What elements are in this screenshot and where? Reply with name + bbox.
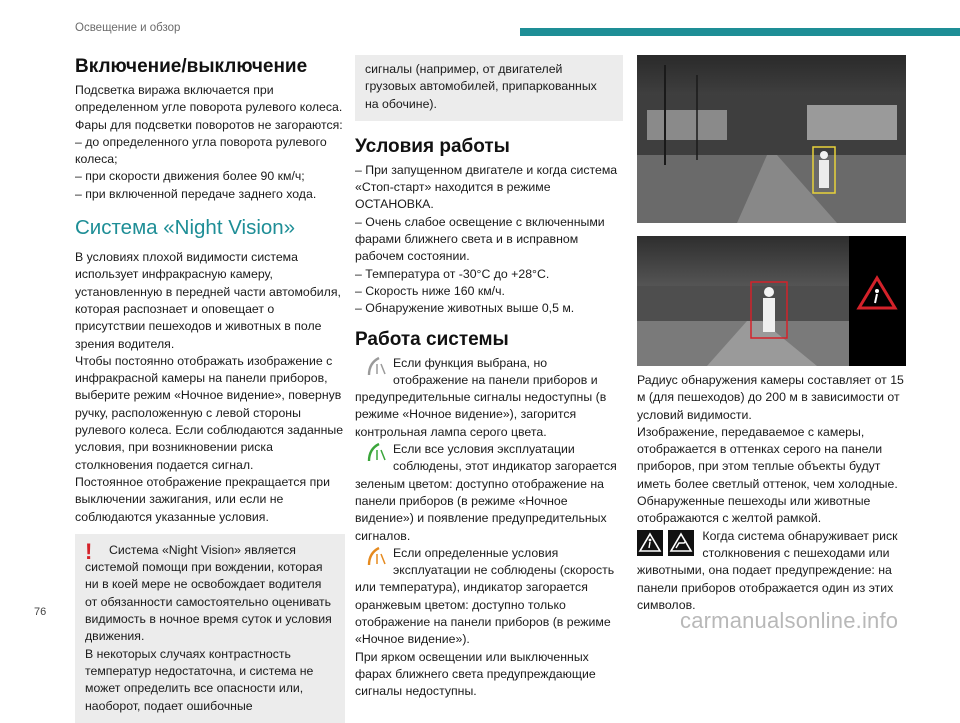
warning-text: В некоторых случаях контрастность температур недостаточна, и система не может определить все опасности или, наоборот, подает ошибочные: [85, 646, 314, 713]
text-paragraph: Постоянное отображение прекращается при выключении зажигания, или если не соблюдаются указанные условия.: [75, 474, 330, 524]
list-item: – Очень слабое освещение с включенными фарами ближнего света и в исправном рабочем состоянии.: [355, 214, 605, 264]
pedestrian-warning-icon: [637, 530, 663, 556]
column-1: [75, 55, 345, 723]
list-item: – Обнаружение животных выше 0,5 м.: [355, 301, 575, 316]
warning-symbols: [637, 530, 696, 556]
night-vision-indicator-grey-icon: [365, 355, 387, 377]
indicator-text: Если определенные условия эксплуатации не соблюдены (скорость или температура), индикатор загорается оранжевым цветом: доступно только отображение на панели приборов (в режиме «Ночное видение»).: [355, 545, 615, 647]
text-line: Подсветка виража включается при определенном угле поворота рулевого колеса.: [75, 83, 343, 115]
warning-text: Система «Night Vision» является системой помощи при вождении, которая ни в коей мере не освобождает водителя от обязанности самостоятельно оценивать видимость в ночное время суток и условия движения.: [85, 542, 332, 644]
thermal-scene-bottom: [637, 236, 906, 366]
indicator-paragraph-orange: [355, 545, 623, 649]
list-item: – Скорость ниже 160 км/ч.: [355, 283, 505, 298]
column-2: [355, 55, 623, 701]
header-accent-bar: [520, 28, 960, 36]
thermal-camera-pedestrian-warning-image: [637, 236, 906, 366]
animal-warning-icon: [668, 530, 694, 556]
list-item: – при скорости движения более 90 км/ч;: [75, 169, 305, 184]
thermal-scene-top: [637, 55, 906, 223]
night-vision-indicator-green-icon: [365, 441, 387, 463]
section-title-system-operation: Работа системы: [355, 328, 509, 350]
text-paragraph: Радиус обнаружения камеры составляет от 15 м (для пешеходов) до 200 м в зависимости от условий видимости.: [637, 373, 904, 422]
text-paragraph: В условиях плохой видимости система использует инфракрасную камеру, установленную в передней части автомобиля, которая распознает и оповещает о присутствии пешеходов и животных в поле зрения водителя.: [75, 250, 341, 351]
indicator-paragraph-grey: [355, 355, 623, 441]
warning-box: [75, 534, 345, 723]
text-paragraph: Обнаруженные пешеходы или животные отображаются с желтой рамкой.: [637, 494, 871, 526]
warning-box-continued: [355, 55, 623, 121]
warning-text: сигналы (например, от двигателей грузовых автомобилей, припаркованных на обочине).: [365, 62, 597, 111]
section-title-operating-conditions: Условия работы: [355, 135, 510, 157]
list-item: – до определенного угла поворота рулевого колеса;: [75, 134, 327, 167]
column-3-text: [637, 372, 907, 614]
indicator-paragraph-green: [355, 441, 623, 545]
section-title-night-vision: Система «Night Vision»: [75, 216, 296, 240]
thermal-camera-pedestrian-detected-image: [637, 55, 906, 223]
section-title-on-off: Включение/выключение: [75, 56, 308, 77]
page-header-title: Освещение и обзор: [75, 22, 181, 34]
column-3: [637, 55, 907, 614]
list-item: – При запущенном двигателе и когда система «Стоп-старт» находится в режиме ОСТАНОВКА.: [355, 162, 618, 212]
indicator-text: Если все условия эксплуатации соблюдены, этот индикатор загорается зеленым цветом: доступно отображение на панели приборов (в режиме «Ночное видение») и появление предупредительных сигналов.: [355, 442, 617, 543]
watermark: carmanualsonline.info: [680, 608, 899, 633]
warning-symbols-text: Когда система обнаруживает риск столкновения с пешеходами или животными, она подает предупреждение: на панели приборов отображается один из этих символов.: [637, 528, 898, 612]
page-number: 76: [34, 606, 47, 618]
text-paragraph: Изображение, передаваемое с камеры, отображается в оттенках серого на панели приборов, при этом теплые объекты будут иметь более светлый оттенок, чем холодные.: [637, 424, 898, 491]
indicator-text: Если функция выбрана, но отображение на панели приборов и предупредительные сигналы недоступны (в режиме «Ночное видение»), загорится контрольная лампа серого цвета.: [355, 355, 607, 439]
text-line: Фары для подсветки поворотов не загораются:: [75, 117, 343, 132]
exclamation-warning-icon: !: [85, 538, 93, 564]
text-paragraph: Чтобы постоянно отображать изображение с инфракрасной камеры на панели приборов, выберите режим «Ночное видение», повернув ручку, расположенную с левой стороны рулевого колеса. Если соблюдаются заданные условия, при возникновении риска столкновения подается сигнал.: [75, 353, 344, 472]
warning-symbols-paragraph: [637, 528, 907, 614]
night-vision-indicator-orange-icon: [365, 545, 387, 567]
list-item: – Температура от -30°C до +28°C.: [355, 266, 550, 281]
list-item: – при включенной передаче заднего хода.: [75, 186, 317, 201]
text-paragraph: При ярком освещении или выключенных фарах ближнего света предупреждающие сигналы недоступны.: [355, 649, 596, 699]
